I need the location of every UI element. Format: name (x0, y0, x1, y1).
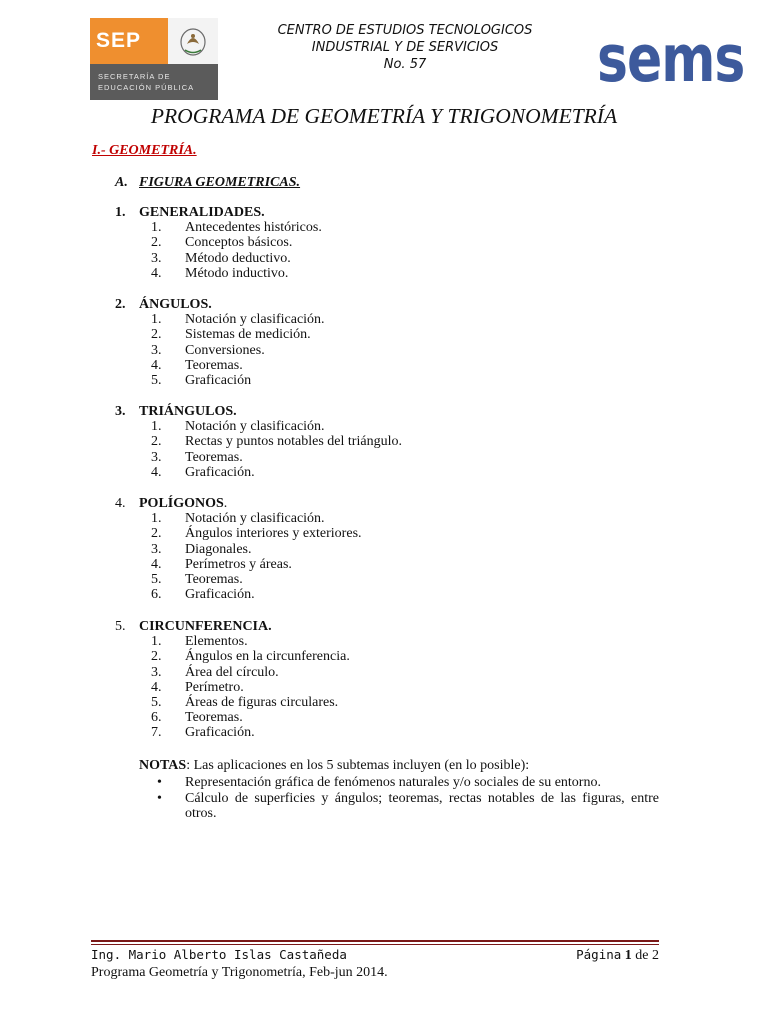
list-item (115, 710, 350, 725)
notes-intro (139, 758, 659, 774)
topic-number: 5. (115, 619, 126, 634)
item-text: Graficación. (185, 587, 255, 603)
topic-title: POLÍGONOS (139, 496, 224, 511)
page-current: 1 (624, 948, 632, 963)
item-number: 4. (151, 265, 162, 281)
list-item (115, 251, 322, 266)
item-text: Graficación. (185, 725, 255, 741)
topic-heading (115, 297, 325, 312)
list-item (115, 634, 350, 649)
item-number: 4. (151, 464, 162, 480)
topic-title-period: . (223, 496, 228, 511)
list-item (115, 511, 362, 526)
item-number: 3. (151, 664, 162, 680)
sep-logo (90, 18, 218, 100)
item-text: Ángulos interiores y exteriores. (185, 526, 362, 542)
page-total: de 2 (635, 948, 659, 963)
item-number: 5. (151, 571, 162, 587)
topic-heading (115, 205, 322, 220)
topic-number: 2. (115, 297, 126, 312)
topic-items (115, 312, 325, 388)
subsection-text: FIGURA GEOMETRICAS. (139, 175, 301, 190)
list-item (115, 450, 402, 465)
item-number: 1. (151, 511, 162, 527)
topic-title: GENERALIDADES. (139, 205, 265, 220)
item-text: Método deductivo. (185, 250, 291, 266)
notes-intro-text: : Las aplicaciones en los 5 subtemas incluyen (en lo posible): (186, 758, 530, 773)
item-text: Perímetros y áreas. (185, 556, 292, 572)
list-item (115, 725, 350, 740)
bullet-item (157, 775, 659, 791)
list-item (115, 557, 362, 572)
item-text: Notación y clasificación. (185, 419, 325, 435)
item-text: Notación y clasificación. (185, 312, 325, 328)
bullet-text: Representación gráfica de fenómenos naturales y/o sociales de su entorno. (185, 775, 601, 790)
item-number: 4. (151, 556, 162, 572)
item-number: 3. (151, 250, 162, 266)
bullet-icon: • (157, 775, 162, 790)
list-item (115, 465, 402, 480)
footer-author: Ing. Mario Alberto Islas Castañeda (91, 947, 347, 962)
topic-heading (115, 496, 362, 511)
list-item (115, 312, 325, 327)
list-item (115, 665, 350, 680)
topic-group-triangulos (115, 404, 402, 480)
item-text: Graficación. (185, 464, 255, 480)
page-number (576, 947, 659, 964)
item-text: Áreas de figuras circulares. (185, 694, 339, 710)
item-number: 2. (151, 649, 162, 665)
list-item (115, 680, 350, 695)
sep-subtitle-line2: EDUCACIÓN PÚBLICA (98, 83, 195, 92)
item-text: Método inductivo. (185, 265, 289, 281)
sep-acronym: SEP (90, 18, 168, 64)
topic-group-circunferencia (115, 619, 350, 741)
topic-title: TRIÁNGULOS. (139, 404, 237, 419)
item-text: Área del círculo. (185, 664, 279, 680)
list-item (115, 649, 350, 664)
topic-number: 3. (115, 404, 126, 419)
header-line-2: INDUSTRIAL Y DE SERVICIOS (311, 40, 499, 55)
subsection-label: A. (115, 175, 128, 190)
header-line-3: No. 57 (383, 57, 427, 72)
item-number: 7. (151, 725, 162, 741)
list-item (115, 235, 322, 250)
section-heading: I.- GEOMETRÍA. (92, 143, 197, 158)
page-title: PROGRAMA DE GEOMETRÍA Y TRIGONOMETRÍA (150, 104, 618, 128)
item-text: Elementos. (185, 634, 248, 650)
list-item (115, 343, 325, 358)
list-item (115, 572, 362, 587)
item-text: Perímetro. (185, 679, 244, 695)
item-number: 1. (151, 220, 162, 236)
item-number: 3. (151, 449, 162, 465)
item-number: 2. (151, 434, 162, 450)
topic-items (115, 511, 362, 602)
topic-items (115, 419, 402, 480)
notes-label: NOTAS (139, 758, 187, 773)
item-number: 2. (151, 235, 162, 251)
list-item (115, 695, 350, 710)
list-item (115, 220, 322, 235)
item-text: Sistemas de medición. (185, 327, 311, 343)
list-item (115, 434, 402, 449)
header-line-1: CENTRO DE ESTUDIOS TECNOLOGICOS (277, 23, 533, 38)
list-item (115, 419, 402, 434)
list-item (115, 266, 322, 281)
topic-items (115, 220, 322, 281)
item-number: 4. (151, 357, 162, 373)
item-number: 5. (151, 694, 162, 710)
topic-items (115, 634, 350, 740)
item-number: 1. (151, 419, 162, 435)
topic-title: ÁNGULOS. (139, 297, 212, 312)
item-text: Rectas y puntos notables del triángulo. (185, 434, 402, 450)
item-text: Teoremas. (185, 449, 243, 465)
item-number: 1. (151, 634, 162, 650)
topic-group-generalidades (115, 205, 322, 281)
item-number: 6. (151, 587, 162, 603)
page-label: Página (576, 947, 622, 962)
notes-bullets (157, 775, 659, 822)
footer-rule-thin (91, 944, 659, 945)
topic-number: 1. (115, 205, 126, 220)
list-item (115, 526, 362, 541)
item-text: Teoremas. (185, 710, 243, 726)
item-number: 1. (151, 312, 162, 328)
topic-heading (115, 404, 402, 419)
topic-title: CIRCUNFERENCIA. (139, 619, 272, 634)
list-item (115, 373, 325, 388)
topic-group-angulos (115, 297, 325, 388)
bullet-text: Cálculo de superficies y ángulos; teoremas, rectas notables de las figuras, entre otros. (185, 790, 659, 821)
list-item (115, 358, 325, 373)
item-text: Ángulos en la circunferencia. (185, 649, 350, 665)
footer-course: Programa Geometría y Trigonometría, Feb-jun 2014. (91, 965, 388, 980)
footer-rule-thick (91, 940, 659, 942)
item-text: Diagonales. (185, 541, 252, 557)
item-text: Graficación (185, 372, 252, 388)
item-text: Conceptos básicos. (185, 235, 293, 251)
item-text: Notación y clasificación. (185, 511, 325, 527)
item-number: 2. (151, 327, 162, 343)
item-number: 3. (151, 342, 162, 358)
bullet-icon: • (157, 790, 162, 806)
sep-subtitle-line1: SECRETARÍA DE (98, 72, 171, 81)
bullet-item (157, 791, 659, 822)
subsection-heading (115, 175, 300, 191)
topic-heading (115, 619, 350, 634)
item-number: 3. (151, 541, 162, 557)
item-number: 2. (151, 526, 162, 542)
item-number: 4. (151, 679, 162, 695)
item-text: Antecedentes históricos. (185, 220, 322, 236)
item-text: Teoremas. (185, 357, 243, 373)
list-item (115, 327, 325, 342)
sep-subtitle (90, 64, 218, 100)
item-text: Conversiones. (185, 342, 265, 358)
topic-group-poligonos (115, 496, 362, 602)
list-item (115, 542, 362, 557)
sems-logo: sems (597, 22, 745, 97)
item-number: 6. (151, 710, 162, 726)
list-item (115, 587, 362, 602)
topic-number: 4. (115, 496, 126, 511)
item-text: Teoremas. (185, 571, 243, 587)
item-number: 5. (151, 372, 162, 388)
